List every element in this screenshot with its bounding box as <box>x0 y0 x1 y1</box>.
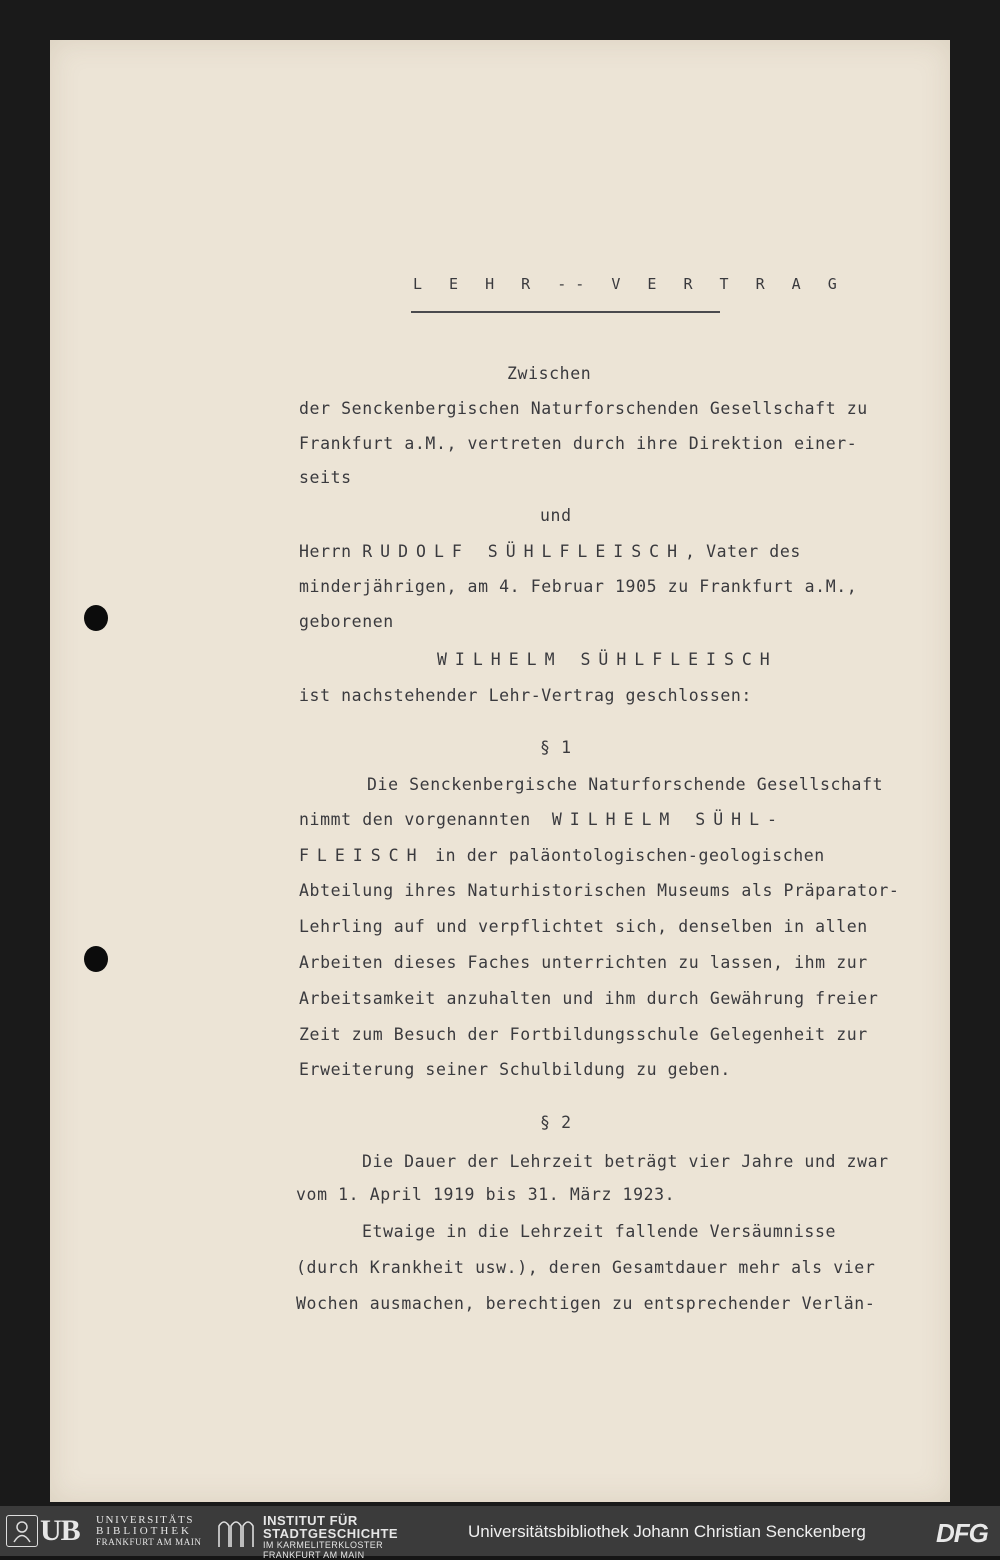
footer-bar <box>0 1506 1000 1560</box>
apprentice-name: WILHELM SÜHLFLEISCH <box>437 650 778 669</box>
inst-line-2: STADTGESCHICHTE <box>263 1526 399 1541</box>
portrait-icon <box>6 1515 38 1547</box>
sec2-line-5: Wochen ausmachen, berechtigen zu entsprechender Verlän- <box>296 1294 876 1313</box>
title-underline <box>411 311 720 313</box>
sec1-line-9: Erweiterung seiner Schulbildung zu geben. <box>299 1060 731 1079</box>
inst-line-4: FRANKFURT AM MAIN <box>263 1550 365 1560</box>
sec2-line-4: (durch Krankheit usw.), deren Gesamtdauer mehr als vier <box>296 1258 876 1277</box>
sec1-line-4: Abteilung ihres Naturhistorischen Museums als Präparator- <box>299 881 900 900</box>
document-title: L E H R -- V E R T R A G <box>413 275 846 293</box>
sec1-line-7: Arbeitsamkeit anzuhalten und ihm durch Gewährung freier <box>299 989 879 1008</box>
sec2-line-1: Die Dauer der Lehrzeit beträgt vier Jahre und zwar <box>362 1152 889 1171</box>
party1-line-1: der Senckenbergischen Naturforschenden Gesellschaft zu <box>299 399 868 418</box>
und-label: und <box>540 506 572 525</box>
sec2-line-2: vom 1. April 1919 bis 31. März 1923. <box>296 1185 676 1204</box>
ub-subtitle <box>96 1515 202 1548</box>
cloister-icon[interactable] <box>216 1516 256 1548</box>
punch-hole-bottom <box>84 946 108 972</box>
party1-line-3: seits <box>299 468 352 487</box>
dfg-logo[interactable]: DFG <box>936 1518 988 1548</box>
ub-line-3: FRANKFURT AM MAIN <box>96 1537 202 1547</box>
party2-name: RUDOLF SÜHLFLEISCH <box>362 542 686 561</box>
sec1-line-2 <box>299 810 785 830</box>
sec1-line-8: Zeit zum Besuch der Fortbildungsschule Gelegenheit zur <box>299 1025 868 1044</box>
zwischen-label: Zwischen <box>507 364 592 383</box>
inst-line-1: INSTITUT FÜR <box>263 1513 358 1528</box>
institut-logo-text <box>263 1514 398 1560</box>
sec1-line-2-text: nimmt den vorgenannten <box>299 810 531 829</box>
sec2-line-3: Etwaige in die Lehrzeit fallende Versäumnisse <box>362 1222 837 1241</box>
ub-logo[interactable] <box>6 1514 92 1548</box>
sec1-line-3-text: in der paläontologischen-geologischen <box>435 846 825 865</box>
party1-line-2: Frankfurt a.M., vertreten durch ihre Direktion einer- <box>299 434 858 453</box>
party2-suffix: , Vater des <box>685 542 801 561</box>
section2-heading: § 2 <box>540 1113 572 1132</box>
ub-line-1: UNIVERSITÄTS <box>96 1514 195 1526</box>
inst-line-3: IM KARMELITERKLOSTER <box>263 1540 384 1550</box>
punch-hole-top <box>84 605 108 631</box>
section1-heading: § 1 <box>540 738 572 757</box>
party2-line-1 <box>299 542 801 562</box>
party2-prefix: Herrn <box>299 542 352 561</box>
library-name[interactable]: Universitätsbibliothek Johann Christian Senckenberg <box>468 1522 866 1541</box>
sec1-line-6: Arbeiten dieses Faches unterrichten zu lassen, ihm zur <box>299 953 868 972</box>
document-page <box>50 40 950 1502</box>
ub-mark: UB <box>40 1514 80 1547</box>
sec1-line-5: Lehrling auf und verpflichtet sich, denselben in allen <box>299 917 868 936</box>
sec1-line-3 <box>299 846 825 866</box>
sec1-name-part1: WILHELM SÜHL- <box>551 810 785 829</box>
ub-line-2: BIBLIOTHEK <box>96 1525 192 1537</box>
party2-line-3: geborenen <box>299 612 394 631</box>
sec1-name-part2: FLEISCH <box>299 846 425 865</box>
party2-line-2: minderjährigen, am 4. Februar 1905 zu Frankfurt a.M., <box>299 577 858 596</box>
closing-line: ist nachstehender Lehr-Vertrag geschlossen: <box>299 686 752 705</box>
sec1-line-1: Die Senckenbergische Naturforschende Gesellschaft <box>367 775 884 794</box>
